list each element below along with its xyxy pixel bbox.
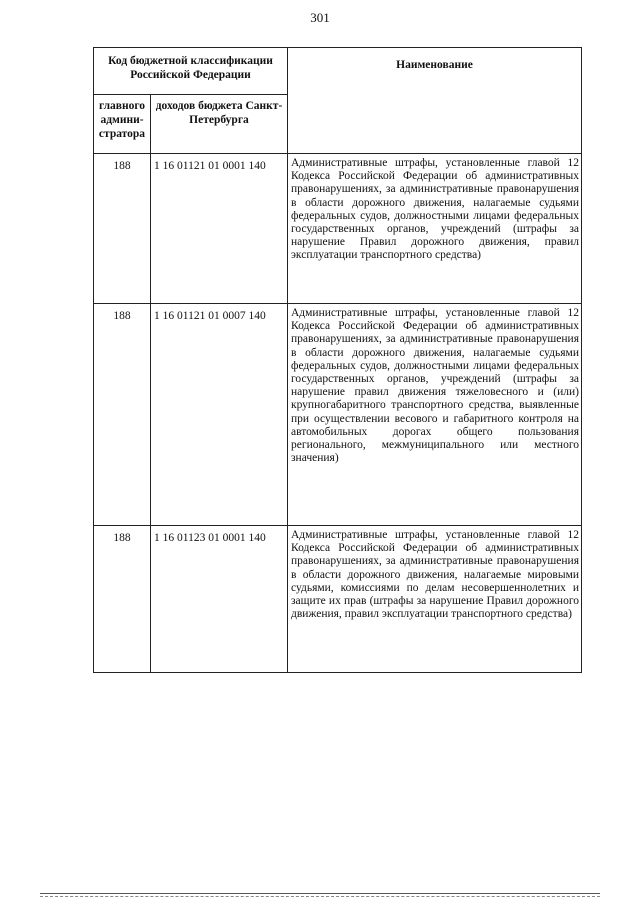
admin-code-cell: 188 [94, 304, 151, 526]
admin-code-cell: 188 [94, 526, 151, 673]
header-revenue: доходов бюджета Санкт-Петербурга [151, 95, 288, 154]
table-row [94, 304, 582, 526]
description-cell: Административные штрафы, установленные главой 12 Кодекса Российской Федерации об административных правонарушениях, за административные правонарушения в области дорожного движения, налагаемые судьями федеральных судов, должностными лицами федеральных государственных органов, учреждений (штрафы за нарушение Правил дорожного движения, правил эксплуатации транспортного средства) [288, 154, 582, 304]
budget-classification-table [93, 47, 582, 673]
header-code-group: Код бюджетной классификации Российской Федерации [94, 48, 288, 95]
scan-bottom-line [40, 893, 600, 894]
revenue-code-cell: 1 16 01121 01 0001 140 [151, 154, 288, 304]
revenue-code-cell: 1 16 01123 01 0001 140 [151, 526, 288, 673]
table-row [94, 526, 582, 673]
revenue-code-cell: 1 16 01121 01 0007 140 [151, 304, 288, 526]
page-number: 301 [310, 10, 330, 25]
header-name: Наименование [288, 48, 582, 154]
description-cell: Административные штрафы, установленные главой 12 Кодекса Российской Федерации об административных правонарушениях, за административные правонарушения в области дорожного движения, налагаемые мировыми судьями, комиссиями по делам несовершеннолетних и защите их прав (штрафы за нарушение Правил дорожного движения, правил эксплуатации транспортного средства) [288, 526, 582, 673]
header-row-top [94, 48, 582, 95]
scan-bottom-line-dashed [40, 896, 600, 897]
table-row [94, 154, 582, 304]
admin-code-cell: 188 [94, 154, 151, 304]
header-admin: главного админи-стратора [94, 95, 151, 154]
description-cell: Административные штрафы, установленные главой 12 Кодекса Российской Федерации об административных правонарушениях, за административные правонарушения в области дорожного движения, налагаемые судьями федеральных судов, должностными лицами федеральных государственных органов, учреждений (штрафы за нарушение правил движения тяжеловесного и (или) крупногабаритного транспортного средства, выявленные при осуществлении весового и габаритного контроля на автомобильных дорогах общего пользования регионального, межмуниципального или местного значения) [288, 304, 582, 526]
